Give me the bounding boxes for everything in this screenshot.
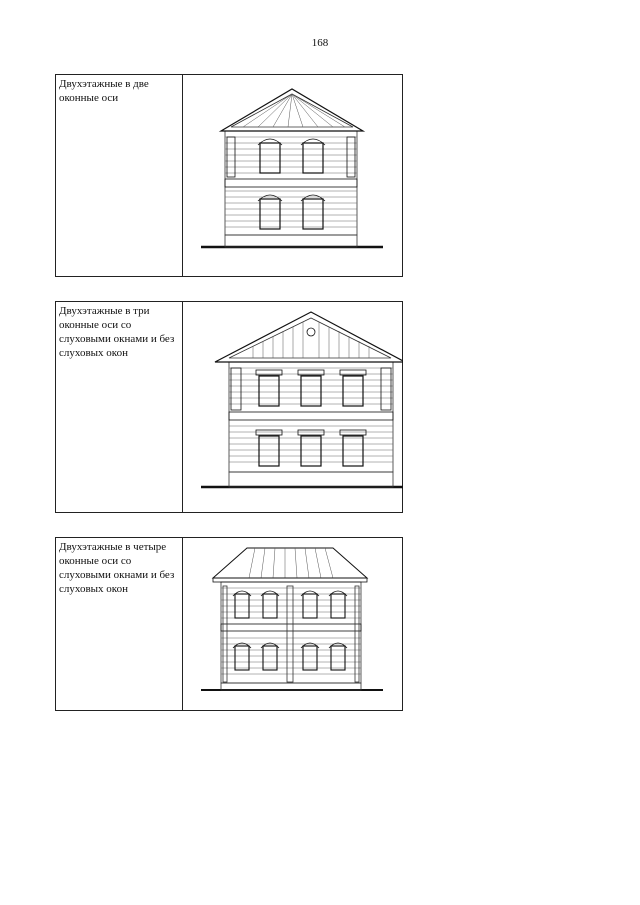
page-number: 168 — [311, 37, 329, 49]
row-label: Двухэтажные в две оконные оси — [56, 75, 183, 276]
facade-drawing-four-axes — [183, 538, 402, 710]
table-row — [55, 537, 403, 711]
row-label: Двухэтажные в три оконные оси со слуховыми окнами и без слуховых окон — [56, 302, 183, 512]
facade-drawing-three-axes — [183, 302, 402, 512]
table-row — [55, 74, 403, 277]
row-label: Двухэтажные в четыре оконные оси со слуховыми окнами и без слуховых окон — [56, 538, 183, 710]
facade-drawing-two-axes — [183, 75, 402, 276]
table-row — [55, 301, 403, 513]
facade-drawing-three-axes-svg — [183, 302, 403, 514]
facade-drawing-two-axes-svg — [183, 75, 403, 278]
facade-drawing-four-axes-svg — [183, 538, 403, 712]
